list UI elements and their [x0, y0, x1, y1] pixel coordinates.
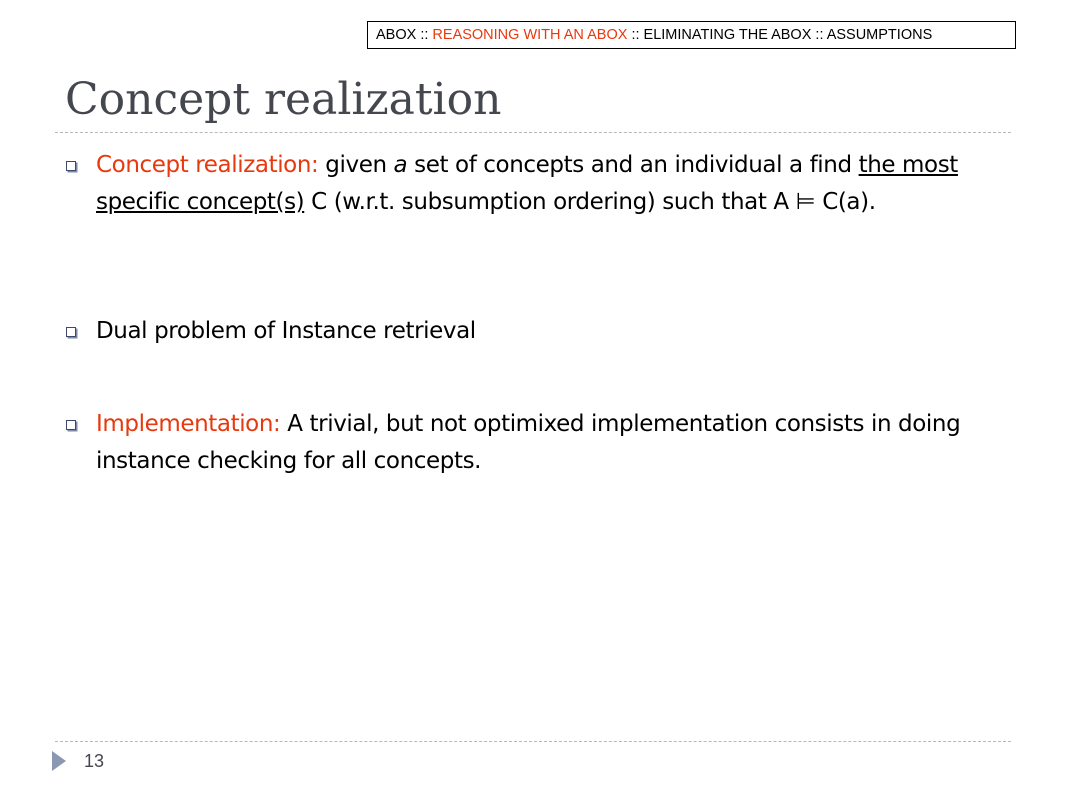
- bullet-implementation: Implementation: A trivial, but not optimixed implementation consists in doing instance checking for all concepts.: [96, 411, 961, 474]
- bullet-concept-realization: Concept realization: given a set of concepts and an individual a find the most specific concept(s) C (w.r.t. subsumption ordering) such that A ⊨ C(a).: [96, 152, 958, 215]
- slide-title: Concept realization: [65, 74, 502, 125]
- breadcrumb-part-abox: ABOX ::: [376, 27, 429, 43]
- breadcrumb-part-rest: :: ELIMINATING THE ABOX :: ASSUMPTIONS: [631, 27, 933, 43]
- checkbox-bullet-icon: [66, 420, 76, 430]
- breadcrumb: [367, 21, 1016, 49]
- bullet-lead-concept-realization: Concept realization:: [96, 152, 319, 178]
- title-divider: [55, 132, 1011, 133]
- checkbox-bullet-icon: [66, 327, 76, 337]
- play-arrow-icon: [52, 751, 66, 771]
- checkbox-bullet-icon: [66, 161, 76, 171]
- underlined-phrase: the most specific concept(s): [96, 152, 958, 215]
- page-number: 13: [84, 751, 105, 771]
- bullet-dual-problem: Dual problem of Instance retrieval: [96, 318, 476, 344]
- breadcrumb-current-section: REASONING WITH AN ABOX: [432, 27, 628, 43]
- footer-divider: [55, 741, 1011, 742]
- bullet-lead-implementation: Implementation:: [96, 411, 281, 437]
